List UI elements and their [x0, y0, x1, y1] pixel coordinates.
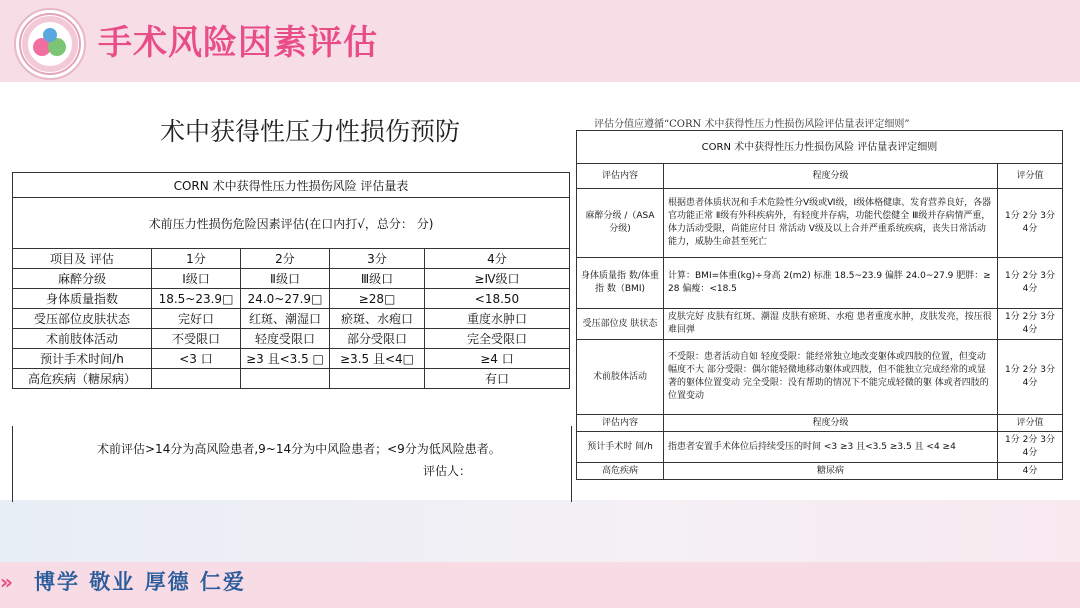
table-row [577, 463, 1063, 480]
table-cell: Ⅱ级口 [241, 269, 330, 289]
table-cell: 红斑、潮湿口 [241, 309, 330, 329]
table-row [13, 269, 570, 289]
table-cell: Ⅰ级口 [152, 269, 241, 289]
table-cell: 轻度受限口 [241, 329, 330, 349]
table-cell: 瘀斑、水疱口 [330, 309, 425, 329]
header-cell: 评分值 [998, 164, 1063, 189]
table-cell: <3 口 [152, 349, 241, 369]
score-cell: 1分 2分 3分 4分 [998, 309, 1063, 340]
left-heading: 术中获得性压力性损伤预防 [159, 117, 460, 146]
score-cell: 1分 2分 3分 4分 [998, 340, 1063, 415]
table-cell: 完全受限口 [425, 329, 570, 349]
table-row [577, 258, 1063, 309]
hospital-logo [14, 8, 86, 80]
table-row [577, 309, 1063, 340]
table-cell: Ⅲ级口 [330, 269, 425, 289]
table-row [13, 329, 570, 349]
table-row [13, 349, 570, 369]
footer-motto: 博学 敬业 厚德 仁爱 [34, 570, 246, 594]
table-notes [12, 426, 572, 502]
page-title: 手术风险因素评估 [98, 23, 378, 63]
row-label: 术前肢体活动 [13, 329, 152, 349]
table-cell [241, 369, 330, 389]
table-subtitle: 术前压力性损伤危险因素评估(在口内打√，总分： 分) [13, 198, 570, 249]
table-row [577, 432, 1063, 463]
table-cell: 重度水肿口 [425, 309, 570, 329]
table-cell [330, 369, 425, 389]
table-header-row [577, 164, 1063, 189]
scoring-rules-table [576, 130, 1063, 480]
row-label: 高危疾病 [577, 463, 664, 480]
table-cell: 24.0~27.9□ [241, 289, 330, 309]
assessor-label: 评估人： [423, 464, 472, 478]
row-label: 高危疾病（糖尿病） [13, 369, 152, 389]
table-cell: 根据患者体质状况和手术危险性分Ⅴ级或Ⅵ级，Ⅰ级体格健康、发育营养良好，各器官功能正常 Ⅱ级有外科疾病外，有轻度并存病，功能代偿健全 Ⅲ级并存病情严重，体力活动受限，尚能应付日 常活动 Ⅴ级及以上合并严重系统疾病，丧失日常活动能力，威胁生命甚至死亡 [664, 189, 998, 258]
row-label: 身体质量指 数/体重指 数（BMI) [577, 258, 664, 309]
table-cell: 18.5~23.9□ [152, 289, 241, 309]
header-cell: 2分 [241, 249, 330, 269]
table-row [13, 289, 570, 309]
row-label: 术前肢体活动 [577, 340, 664, 415]
table-cell: 不受限：患者活动自如 轻度受限：能经常独立地改变躯体或四肢的位置，但变动幅度不大 部分受限：偶尔能轻微地移动躯体或四肢，但不能独立完成经常的或显著的躯体位置变动 完全受限：没有帮助的情况下不能完成轻微的躯 体或者四肢的位置变动 [664, 340, 998, 415]
row-label: 受压部位皮 肤状态 [577, 309, 664, 340]
chevron-right-icon: » [0, 570, 13, 594]
table-cell: 计算：BMI=体重(kg)÷身高 2(m2) 标准 18.5~23.9 偏胖 24.0~27.9 肥胖：≥ 28 偏瘦：<18.5 [664, 258, 998, 309]
table-cell: ≥3.5 且<4□ [330, 349, 425, 369]
header-cell: 1分 [152, 249, 241, 269]
table-cell: 皮肤完好 皮肤有红斑、潮湿 皮肤有瘀斑、水疱 患者重度水肿，皮肤发亮，按压很难回弹 [664, 309, 998, 340]
row-label: 受压部位皮肤状态 [13, 309, 152, 329]
table-cell: 部分受限口 [330, 329, 425, 349]
header-cell: 评分值 [998, 415, 1063, 432]
header-cell: 4分 [425, 249, 570, 269]
table-header-row [577, 415, 1063, 432]
corn-assessment-table [12, 172, 570, 389]
row-label: 预计手术时 间/h [577, 432, 664, 463]
header-cell: 程度分级 [664, 415, 998, 432]
table-cell: 不受限口 [152, 329, 241, 349]
table-row [13, 309, 570, 329]
table-cell: ≥3 且<3.5 □ [241, 349, 330, 369]
table-header-row [13, 249, 570, 269]
table-title: CORN 术中获得性压力性损伤风险 评估量表评定细则 [577, 131, 1063, 164]
score-cell: 1分 2分 3分 4分 [998, 432, 1063, 463]
table-cell: <18.50 [425, 289, 570, 309]
table-cell [152, 369, 241, 389]
table-cell: ≥Ⅳ级口 [425, 269, 570, 289]
header-cell: 评估内容 [577, 164, 664, 189]
table-cell: 有口 [425, 369, 570, 389]
right-caption: 评估分值应遵循“CORN 术中获得性压力性损伤风险评估量表评定细则” [594, 119, 910, 130]
table-cell: ≥28□ [330, 289, 425, 309]
table-row [13, 369, 570, 389]
table-cell: 完好口 [152, 309, 241, 329]
header-cell: 程度分级 [664, 164, 998, 189]
header-cell: 3分 [330, 249, 425, 269]
decorative-band [0, 500, 1080, 562]
row-label: 预计手术时间/h [13, 349, 152, 369]
header-cell: 评估内容 [577, 415, 664, 432]
header-cell: 项目及 评估 [13, 249, 152, 269]
row-label: 麻醉分级 /（ASA 分级) [577, 189, 664, 258]
table-cell: 指患者安置手术体位后持续受压的时间 <3 ≥3 且<3.5 ≥3.5 且 <4 ≥4 [664, 432, 998, 463]
table-cell: 糖尿病 [664, 463, 998, 480]
score-cell: 4分 [998, 463, 1063, 480]
table-row [577, 189, 1063, 258]
table-cell: ≥4 口 [425, 349, 570, 369]
score-cell: 1分 2分 3分 4分 [998, 189, 1063, 258]
risk-note: 术前评估>14分为高风险患者,9~14分为中风险患者；<9分为低风险患者。 [97, 442, 501, 456]
row-label: 身体质量指数 [13, 289, 152, 309]
score-cell: 1分 2分 3分 4分 [998, 258, 1063, 309]
table-row [577, 340, 1063, 415]
row-label: 麻醉分级 [13, 269, 152, 289]
table-title: CORN 术中获得性压力性损伤风险 评估量表 [13, 173, 570, 198]
